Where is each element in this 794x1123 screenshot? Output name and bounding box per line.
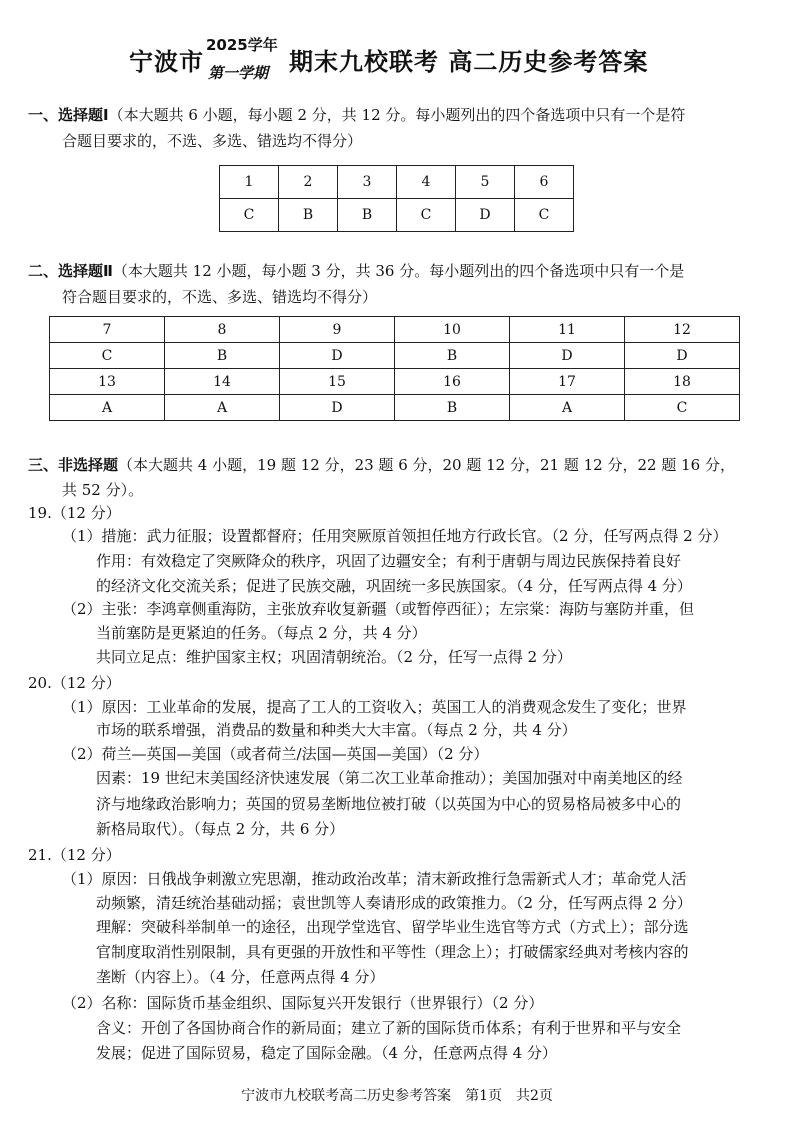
question-number: 18 (625, 369, 740, 395)
question-number: 4 (397, 166, 456, 199)
table-row (50, 317, 740, 343)
q20-line5: 济与地缘政治影响力；英国的贸易垄断地位被打破（以英国为中心的贸易格局被多中心的 (96, 795, 682, 813)
section2-heading-line (28, 260, 684, 282)
q20-heading: 20.（12 分） (28, 674, 121, 692)
section3-desc-line1: （本大题共 4 小题，19 题 12 分，23 题 6 分，20 题 12 分，21 题 12 分，22 题 16 分， (118, 456, 735, 474)
question-number: 10 (395, 317, 510, 343)
question-number: 15 (280, 369, 395, 395)
table-row (50, 343, 740, 369)
q20-line2: 市场的联系增强，消费品的数量和种类大大丰富。（每点 2 分，共 4 分） (96, 721, 577, 739)
q20-line6: 新格局取代）。（每点 2 分，共 6 分） (96, 820, 345, 838)
answer-cell: D (456, 199, 515, 232)
question-number: 14 (165, 369, 280, 395)
answer-cell: B (338, 199, 397, 232)
table-row (50, 395, 740, 421)
answer-cell: A (50, 395, 165, 421)
title-year: 2025学年 (206, 36, 278, 54)
q20-line4: 因素：19 世纪末美国经济快速发展（第二次工业革命推动）；美国加强对中南美地区的经 (96, 769, 683, 787)
q21-heading: 21.（12 分） (28, 846, 121, 864)
section1-desc-line1: （本大题共 6 小题，每小题 2 分，共 12 分。每小题列出的四个备选项中只有一个是符 (108, 106, 686, 124)
answer-cell: D (280, 343, 395, 369)
q19-heading: 19.（12 分） (28, 504, 121, 522)
q19-line2: 作用：有效稳定了突厥降众的秩序，巩固了边疆安全；有利于唐朝与周边民族保持着良好 (96, 552, 682, 570)
answer-cell: D (280, 395, 395, 421)
answer-cell: B (395, 395, 510, 421)
section3-heading-line (28, 454, 735, 476)
question-number: 13 (50, 369, 165, 395)
table-row (50, 369, 740, 395)
answer-cell: C (220, 199, 279, 232)
q21-line2: 动频繁，清廷统治基础动摇；袁世凯等人奏请形成的政策推力。（2 分，任写两点得 2 分） (96, 894, 692, 912)
question-number: 17 (510, 369, 625, 395)
section2-desc-line1: （本大题共 12 小题，每小题 3 分，共 36 分。每小题列出的四个备选项中只有一个是 (112, 262, 685, 280)
title-term-stack (206, 34, 288, 86)
q19-line4: （2）主张：李鸿章侧重海防，主张放弃收复新疆（或暂停西征）；左宗棠：海防与塞防并重，但 (62, 600, 695, 618)
title-city: 宁波市 (129, 48, 204, 76)
section1-desc-line2: 合题目要求的，不选、多选、错选均不得分） (62, 132, 363, 150)
q20-line1: （1）原因：工业革命的发展，提高了工人的工资收入；英国工人的消费观念发生了变化；世界 (62, 698, 687, 716)
answer-cell: D (510, 343, 625, 369)
section3-desc-line2: 共 52 分）。 (62, 481, 144, 499)
q19-line5: 当前塞防是更紧迫的任务。（每点 2 分，共 4 分） (96, 624, 427, 642)
page-title (0, 34, 794, 86)
section2-answer-table (49, 316, 740, 421)
q19-line6: 共同立足点：维护国家主权；巩固清朝统治。（2 分，任写一点得 2 分） (96, 648, 572, 666)
answer-cell: B (165, 343, 280, 369)
question-number: 7 (50, 317, 165, 343)
question-number: 5 (456, 166, 515, 199)
section3-heading: 三、非选择题 (28, 456, 119, 474)
answer-cell: A (165, 395, 280, 421)
answer-cell: D (625, 343, 740, 369)
question-number: 12 (625, 317, 740, 343)
answer-cell: C (50, 343, 165, 369)
q20-line3: （2）荷兰—英国—美国（或者荷兰/法国—英国—美国）（2 分） (62, 745, 489, 763)
question-number: 16 (395, 369, 510, 395)
title-term: 第一学期 (208, 64, 269, 82)
q21-line1: （1）原因：日俄战争刺激立宪思潮，推动政治改革；清末新政推行急需新式人才；革命党人活 (62, 870, 687, 888)
q21-line5: 垄断（内容上）。（4 分，任意两点得 4 分） (96, 968, 385, 986)
section2-desc-line2: 符合题目要求的，不选、多选、错选均不得分） (62, 288, 378, 306)
question-number: 3 (338, 166, 397, 199)
question-number: 8 (165, 317, 280, 343)
section1-answer-table (219, 165, 574, 232)
question-number: 1 (220, 166, 279, 199)
answer-cell: A (510, 395, 625, 421)
answer-cell: B (395, 343, 510, 369)
q19-line3: 的经济文化交流关系；促进了民族交融，巩固统一多民族国家。（4 分，任写两点得 4 分） (96, 577, 692, 595)
section1-heading: 一、选择题Ⅰ (28, 106, 109, 124)
answer-cell: C (397, 199, 456, 232)
question-number: 6 (515, 166, 574, 199)
question-number: 11 (510, 317, 625, 343)
q21-line6: （2）名称：国际货币基金组织、国际复兴开发银行（世界银行）（2 分） (62, 994, 544, 1012)
page-footer: 宁波市九校联考高二历史参考答案 第1页 共2页 (241, 1088, 553, 1104)
answer-cell: C (515, 199, 574, 232)
answer-cell: B (279, 199, 338, 232)
question-number: 2 (279, 166, 338, 199)
section2-heading: 二、选择题Ⅱ (28, 262, 113, 280)
question-number: 9 (280, 317, 395, 343)
table-row (220, 166, 574, 199)
q21-line4: 官制度取消性别限制，具有更强的开放性和平等性（理念上）；打破儒家经典对考核内容的 (96, 943, 689, 961)
answer-cell: C (625, 395, 740, 421)
title-rest: 期末九校联考 高二历史参考答案 (289, 48, 649, 76)
section1-heading-line (28, 104, 685, 126)
q21-line7: 含义：开创了各国协商合作的新局面；建立了新的国际货币体系；有利于世界和平与安全 (96, 1019, 682, 1037)
q21-line3: 理解：突破科举制单一的途径，出现学堂选官、留学毕业生选官等方式（方式上）；部分选 (96, 918, 689, 936)
q21-line8: 发展；促进了国际贸易，稳定了国际金融。（4 分，任意两点得 4 分） (96, 1044, 557, 1062)
q19-line1: （1）措施：武力征服；设置都督府；任用突厥原首领担任地方行政长官。（2 分，任写两点得 2 分） (62, 527, 728, 545)
table-row (220, 199, 574, 232)
